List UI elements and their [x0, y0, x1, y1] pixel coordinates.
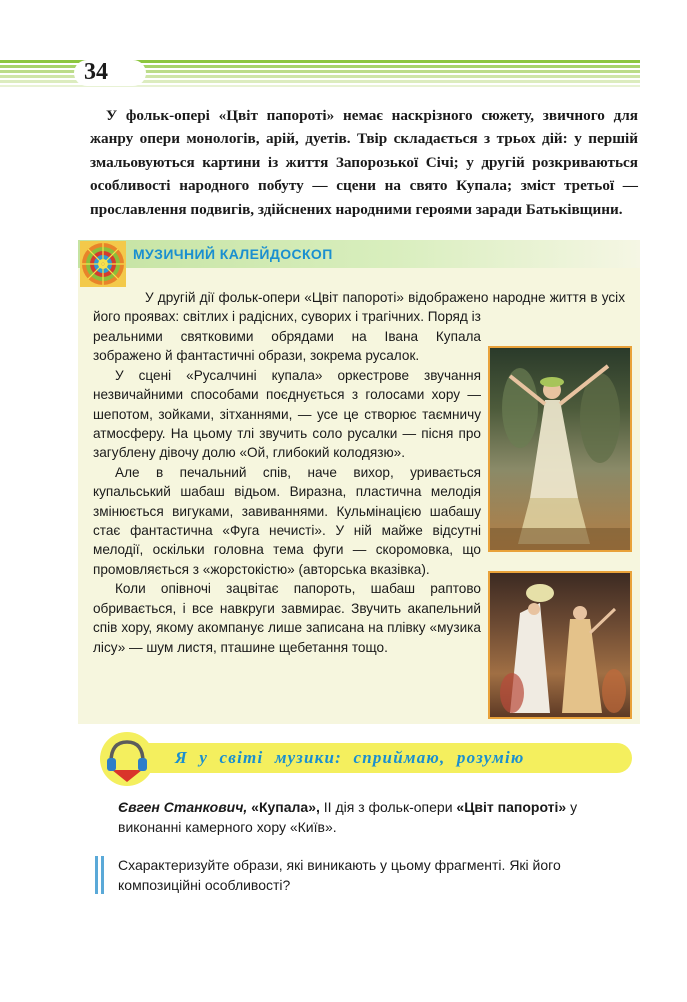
- stage-illustration: [490, 573, 630, 717]
- para4-text: Коли опівночі зацвітає папороть, шабаш раптово обривається, і все навкруги завмирає. Звучить акапельний спів хору, якому акомпанує лише записана на плівку «музика лісу» — шум листя, пташине щебетання тощо.: [93, 581, 481, 655]
- para1-wide-text: У другій дії фольк-опери «Цвіт папороті» відображено народне життя в усіх його проявах: світлих і радісних, суворих і трагічних. Поряд із: [93, 290, 625, 325]
- mermaid-dancer-photo: [488, 346, 632, 552]
- composer-name: Євген Станкович,: [118, 799, 248, 815]
- task-marker-bar: [95, 856, 98, 894]
- intro-paragraph: [90, 104, 638, 221]
- kaleidoscope-body: [93, 327, 481, 657]
- dancer-illustration: [490, 348, 630, 550]
- task-question: Схарактеризуйте образи, які виникають у цьому фрагменті. Які його композиційні особливості?: [118, 857, 561, 893]
- task-marker-bar: [101, 856, 104, 894]
- listening-work: [118, 797, 638, 837]
- work-title: «Купала»,: [251, 799, 320, 815]
- listening-title: Я у світі музики: сприймаю, розумію: [175, 748, 525, 767]
- kaleidoscope-para1-wide: [93, 288, 625, 327]
- work-middle: ІІ дія з фольк-опери: [319, 799, 457, 815]
- stage-scene-photo: [488, 571, 632, 719]
- headphones-icon: [98, 730, 156, 788]
- kaleidoscope-mandala-icon: [80, 241, 126, 287]
- page-number: 34: [84, 59, 108, 85]
- intro-text: У фольк-опері «Цвіт папороті» немає наскрізного сюжету, звичного для жанру опери монологів, арій, дуетів. Твір складається з трьох дій: у першій змальовуються картини із життя Запорозької Січі; у другій розкриваються особливості народного побуту — сцени на свято Купала; зміст третьої — прославлення подвигів, здійснених народними героями заради Батьківщини.: [90, 107, 638, 218]
- performer-text: у виконанні камерного хору «Київ».: [118, 799, 578, 835]
- para3-text: Але в печальний спів, наче вихор, уривається купальський шабаш відьом. Виразна, пластична мелодія змінюється вигуками, завиваннями. Кульмінацією шабашу стає фантастична «Фуга нечисті». У ній майже відсутні мелодії, оскільки головна тема фуги — скоромовка, що промовляється з «жорстокістю» (авторська вказівка).: [93, 464, 481, 577]
- kaleidoscope-title: МУЗИЧНИЙ КАЛЕЙДОСКОП: [133, 246, 333, 262]
- opera-title: «Цвіт папороті»: [456, 799, 567, 815]
- para2-text: У сцені «Русалчині купала» оркестрове звучання незвичайними способами поєднується з голосами хору — шепотом, зойками, зітханнями, — усе це створює таємничу атмосферу. На цьому тлі звучить соло русалки — пісня про загублену дівочу долю «Ой, глибокий колодязю».: [93, 367, 481, 461]
- para1-rest-text: реальними святковими обрядами на Івана Купала зображено й фантастичні образи, зокрема русалок.: [93, 329, 481, 364]
